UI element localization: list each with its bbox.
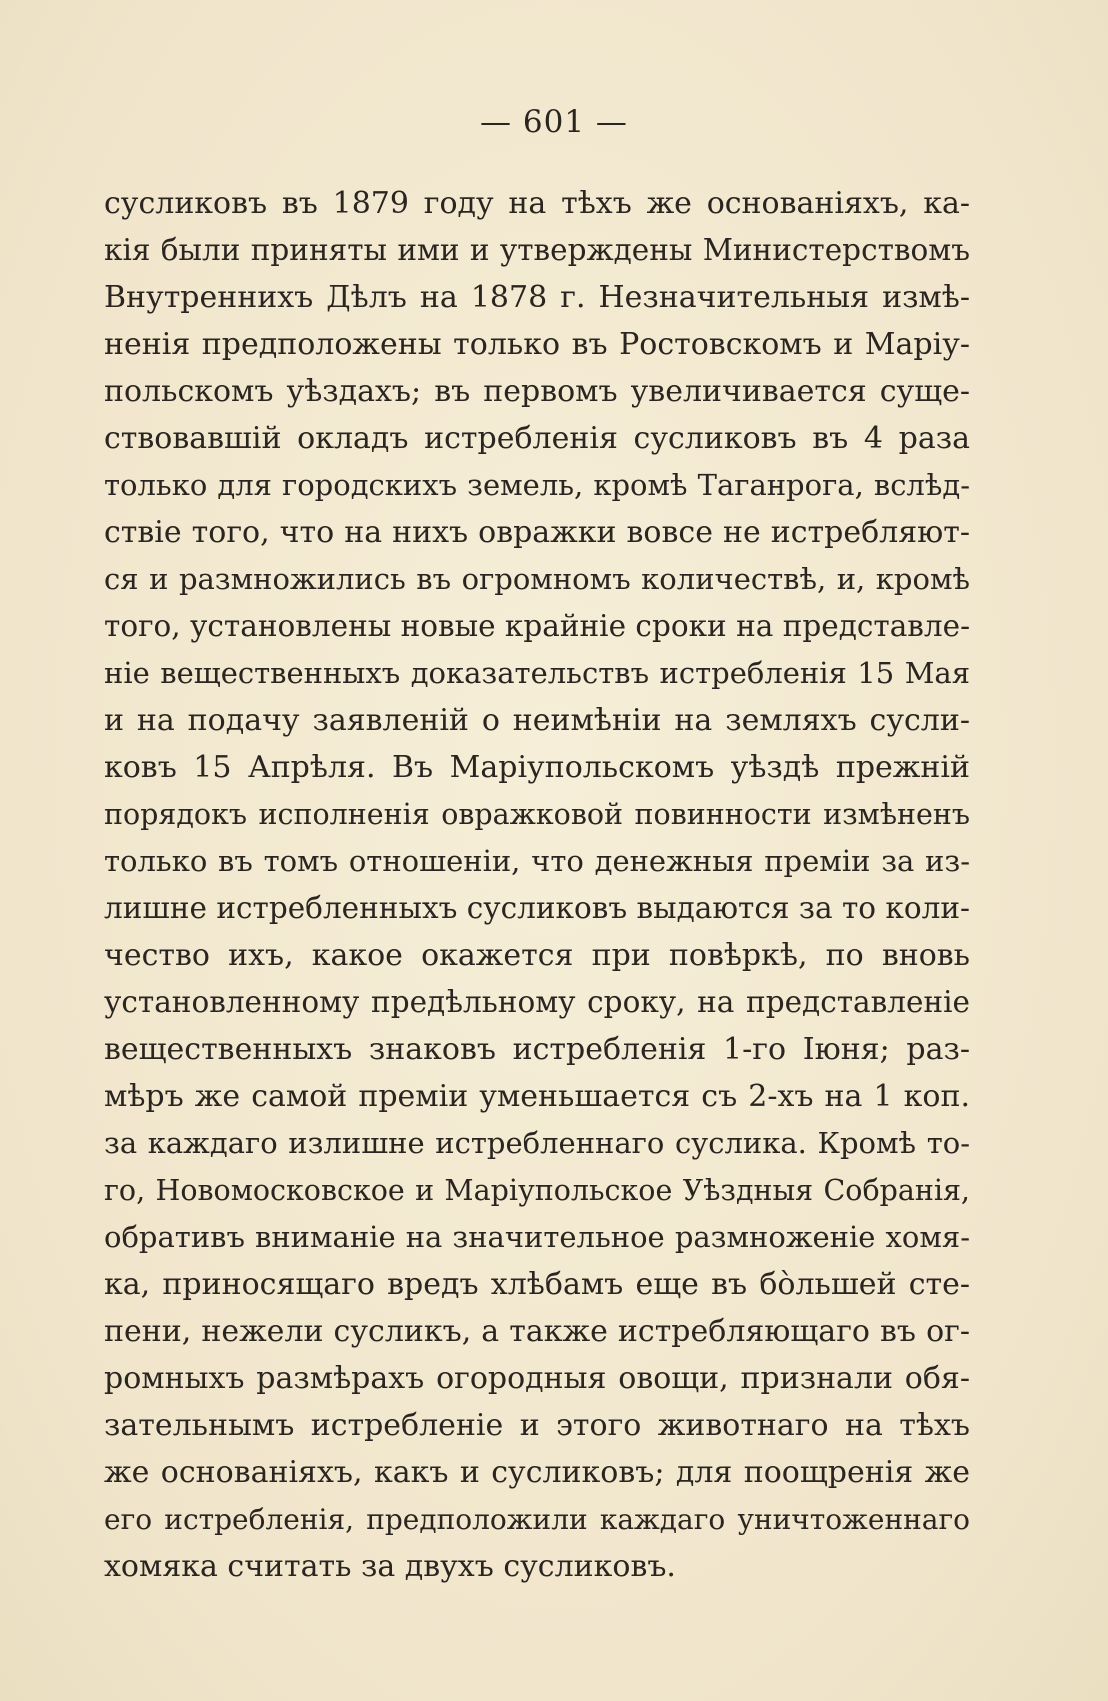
text-line: кія были приняты ими и утверждены Министерствомъ (104, 233, 970, 267)
text-line: обративъ вниманіе на значительное размноженіе хомя- (104, 1220, 970, 1254)
text-line: только въ томъ отношеніи, что денежныя преміи за из- (104, 844, 970, 878)
text-line: Внутреннихъ Дѣлъ на 1878 г. Незначительныя измѣ- (104, 280, 970, 315)
text-line: установленному предѣльному сроку, на представленіе (104, 985, 970, 1019)
text-line: ся и размножились въ огромномъ количествѣ, и, кромѣ (104, 562, 970, 596)
text-line: ка, приносящаго вредъ хлѣбамъ еще въ бо̀льшей сте- (104, 1267, 970, 1302)
text-line: ствовавшій окладъ истребленія сусликовъ въ 4 раза (104, 421, 970, 456)
text-line: мѣръ же самой преміи уменьшается съ 2-хъ на 1 коп. (104, 1079, 970, 1114)
text-line: зательнымъ истребленіе и этого животнаго на тѣхъ (104, 1408, 970, 1443)
text-line: пени, нежели сусликъ, а также истребляющаго въ ог- (104, 1314, 970, 1349)
text-line: ковъ 15 Апрѣля. Въ Маріупольскомъ уѣздѣ прежній (104, 750, 970, 785)
text-line: только для городскихъ земель, кромѣ Таганрога, вслѣд- (104, 468, 970, 502)
text-line: лишне истребленныхъ сусликовъ выдаются за то коли- (104, 891, 970, 925)
text-line: же основаніяхъ, какъ и сусликовъ; для поощренія же (104, 1455, 970, 1490)
page-number: — 601 — (480, 104, 628, 140)
text-line: сусликовъ въ 1879 году на тѣхъ же основаніяхъ, ка- (104, 186, 970, 221)
text-line: порядокъ исполненія овражковой повинности измѣненъ (104, 798, 970, 831)
text-line: ненія предположены только въ Ростовскомъ и Маріу- (104, 327, 970, 362)
text-line: польскомъ уѣздахъ; въ первомъ увеличивается суще- (104, 374, 970, 409)
text-line: ствіе того, что на нихъ овражки вовсе не истребляют- (104, 515, 970, 550)
text-line: чество ихъ, какое окажется при повѣркѣ, по вновь (104, 938, 970, 973)
text-line: ромныхъ размѣрахъ огородныя овощи, признали обя- (104, 1361, 970, 1396)
text-line: его истребленія, предположили каждаго уничтоженнаго (104, 1503, 970, 1536)
text-line-last: хомяка считать за двухъ сусликовъ. (104, 1549, 676, 1584)
text-line: того, установлены новые крайніе сроки на представле- (104, 609, 970, 643)
text-line: ніе вещественныхъ доказательствъ истребленія 15 Мая (104, 656, 970, 690)
text-line: вещественныхъ знаковъ истребленія 1-го Іюня; раз- (104, 1032, 970, 1067)
text-line: за каждаго излишне истребленнаго суслика. Кромѣ то- (104, 1126, 970, 1160)
body-text (104, 180, 970, 1590)
text-line: го, Новомосковское и Маріупольское Уѣздныя Собранія, (104, 1174, 970, 1207)
text-line: и на подачу заявленій о неимѣніи на земляхъ сусли- (104, 703, 970, 738)
